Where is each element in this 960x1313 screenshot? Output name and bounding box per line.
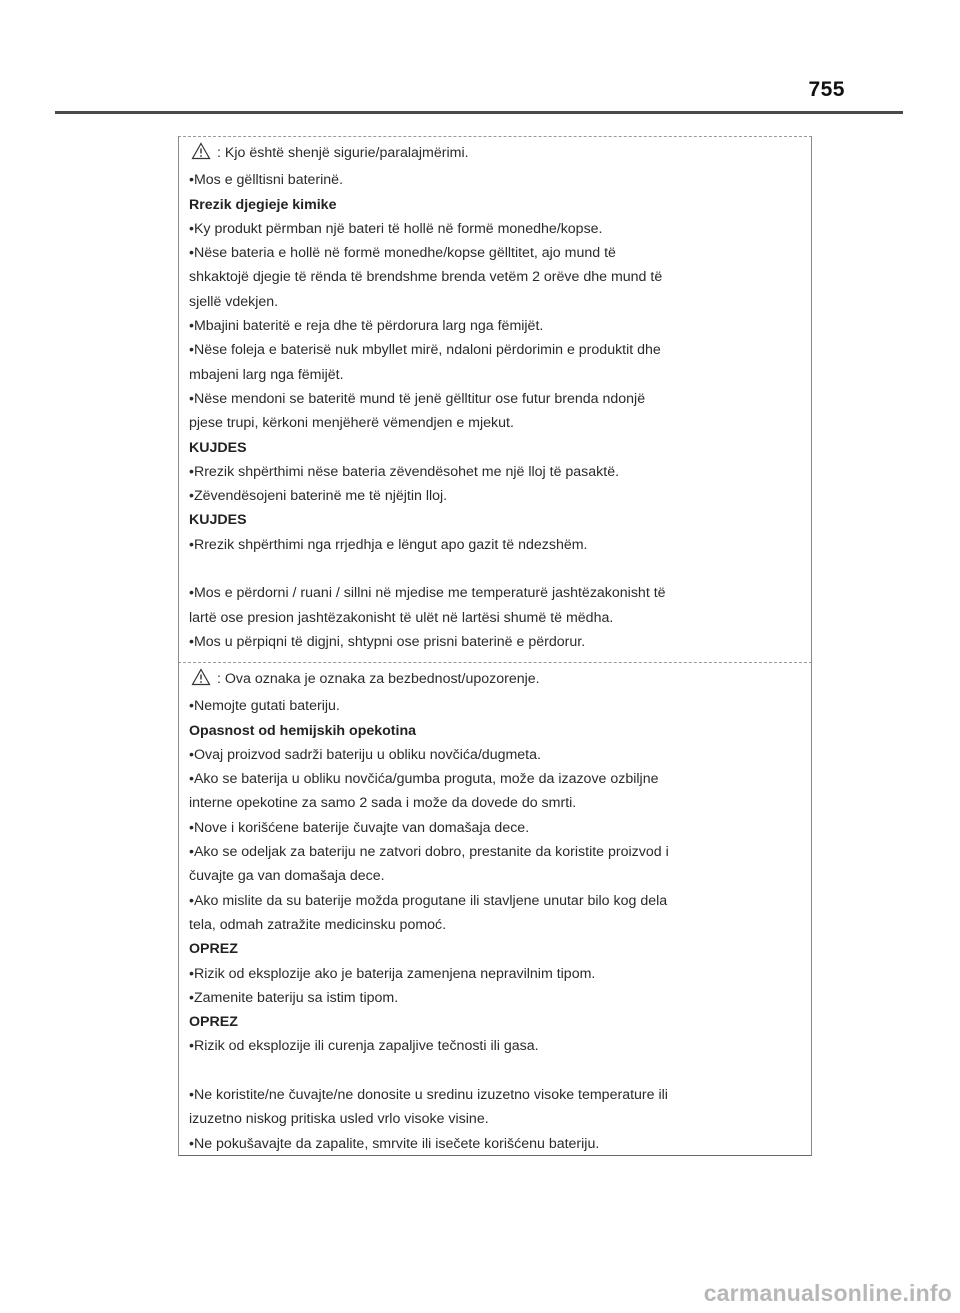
text-line: pjese trupi, kërkoni menjëherë vëmendjen e mjekut. [189, 415, 514, 432]
blank-line [189, 557, 803, 581]
caution-heading: OPREZ [189, 1014, 238, 1031]
text-line: čuvajte ga van domašaja dece. [189, 868, 385, 885]
text-line: •Ako mislite da su baterije možda progutane ili stavljene unutar bilo kog dela [189, 892, 668, 909]
warning-intro-text: : Ova oznaka je oznaka za bezbednost/upozorenje. [217, 671, 540, 687]
section-heading: Rrezik djegieje kimike [189, 196, 337, 213]
text-line: •Mos e gëlltisni baterinë. [189, 172, 344, 189]
warning-triangle-icon [191, 668, 211, 694]
text-line: •Nëse bateria e hollë në formë monedhe/kopse gëlltitet, ajo mund të [189, 245, 616, 262]
text-line: •Rizik od eksplozije ili curenja zapaljive tečnosti ili gasa. [189, 1038, 539, 1055]
warning-triangle-icon [191, 142, 211, 168]
page-number: 755 [808, 78, 845, 101]
text-line: •Ky produkt përmban një bateri të hollë në formë monedhe/kopse. [189, 220, 603, 237]
text-line: •Ovaj proizvod sadrži bateriju u obliku novčića/dugmeta. [189, 746, 541, 763]
text-line: •Rrezik shpërthimi nga rrjedhja e lëngut apo gazit të ndezshëm. [189, 536, 588, 553]
text-line: •Zamenite bateriju sa istim tipom. [189, 989, 399, 1006]
text-line: •Ne pokušavajte da zapalite, smrvite ili isečete korišćenu bateriju. [189, 1135, 600, 1152]
header-divider [55, 111, 903, 114]
text-line: shkaktojë djegie të rënda të brendshme brenda vetëm 2 orëve dhe mund të [189, 269, 663, 286]
text-line: •Ako se odeljak za bateriju ne zatvori dobro, prestanite da koristite proizvod i [189, 844, 669, 861]
text-line: •Rrezik shpërthimi nëse bateria zëvendësohet me një lloj të pasaktë. [189, 463, 620, 480]
section-heading: Opasnost od hemijskih opekotina [189, 722, 417, 739]
caution-heading: OPREZ [189, 941, 238, 958]
caution-heading: KUJDES [189, 439, 247, 456]
warning-intro-line [189, 667, 803, 694]
text-line: tela, odmah zatražite medicinsku pomoć. [189, 916, 447, 933]
blank-line [189, 1059, 803, 1083]
text-line: •Nëse foleja e baterisë nuk mbyllet mirë, ndaloni përdorimin e produktit dhe [189, 342, 661, 359]
text-line: •Mos e përdorni / ruani / sillni në mjedise me temperaturë jashtëzakonisht të [189, 585, 666, 602]
serbian-warning-box [178, 662, 812, 1156]
warning-intro-text: : Kjo është shenjë sigurie/paralajmërimi. [217, 145, 469, 161]
text-line: •Nemojte gutati bateriju. [189, 698, 340, 715]
text-line: •Rizik od eksplozije ako je baterija zamenjena nepravilnim tipom. [189, 965, 596, 982]
text-line: •Nove i korišćene baterije čuvajte van domašaja dece. [189, 819, 530, 836]
text-line: •Ne koristite/ne čuvajte/ne donosite u sredinu izuzetno visoke temperature ili [189, 1087, 668, 1104]
text-line: •Mbajini bateritë e reja dhe të përdorura larg nga fëmijët. [189, 318, 544, 335]
text-line: interne opekotine za samo 2 sada i može da dovede do smrti. [189, 795, 577, 812]
text-line: mbajeni larg nga fëmijët. [189, 366, 344, 383]
text-line: •Nëse mendoni se bateritë mund të jenë gëlltitur ose futur brenda ndonjë [189, 390, 646, 407]
text-line: •Zëvendësojeni baterinë me të njëjtin lloj. [189, 488, 448, 505]
site-watermark: carmanualsonline.info [703, 1280, 952, 1306]
text-line: izuzetno niskog pritiska usled vrlo visoke visine. [189, 1111, 489, 1128]
warning-intro-line [189, 141, 803, 168]
albanian-warning-box [178, 136, 812, 662]
text-line: •Mos u përpiqni të digjni, shtypni ose prisni baterinë e përdorur. [189, 633, 586, 650]
text-line: sjellë vdekjen. [189, 293, 279, 310]
text-line: •Ako se baterija u obliku novčića/gumba proguta, može da izazove ozbiljne [189, 771, 659, 788]
caution-heading: KUJDES [189, 512, 247, 529]
text-line: lartë ose presion jashtëzakonisht të ulët në lartësi shumë të mëdha. [189, 609, 614, 626]
